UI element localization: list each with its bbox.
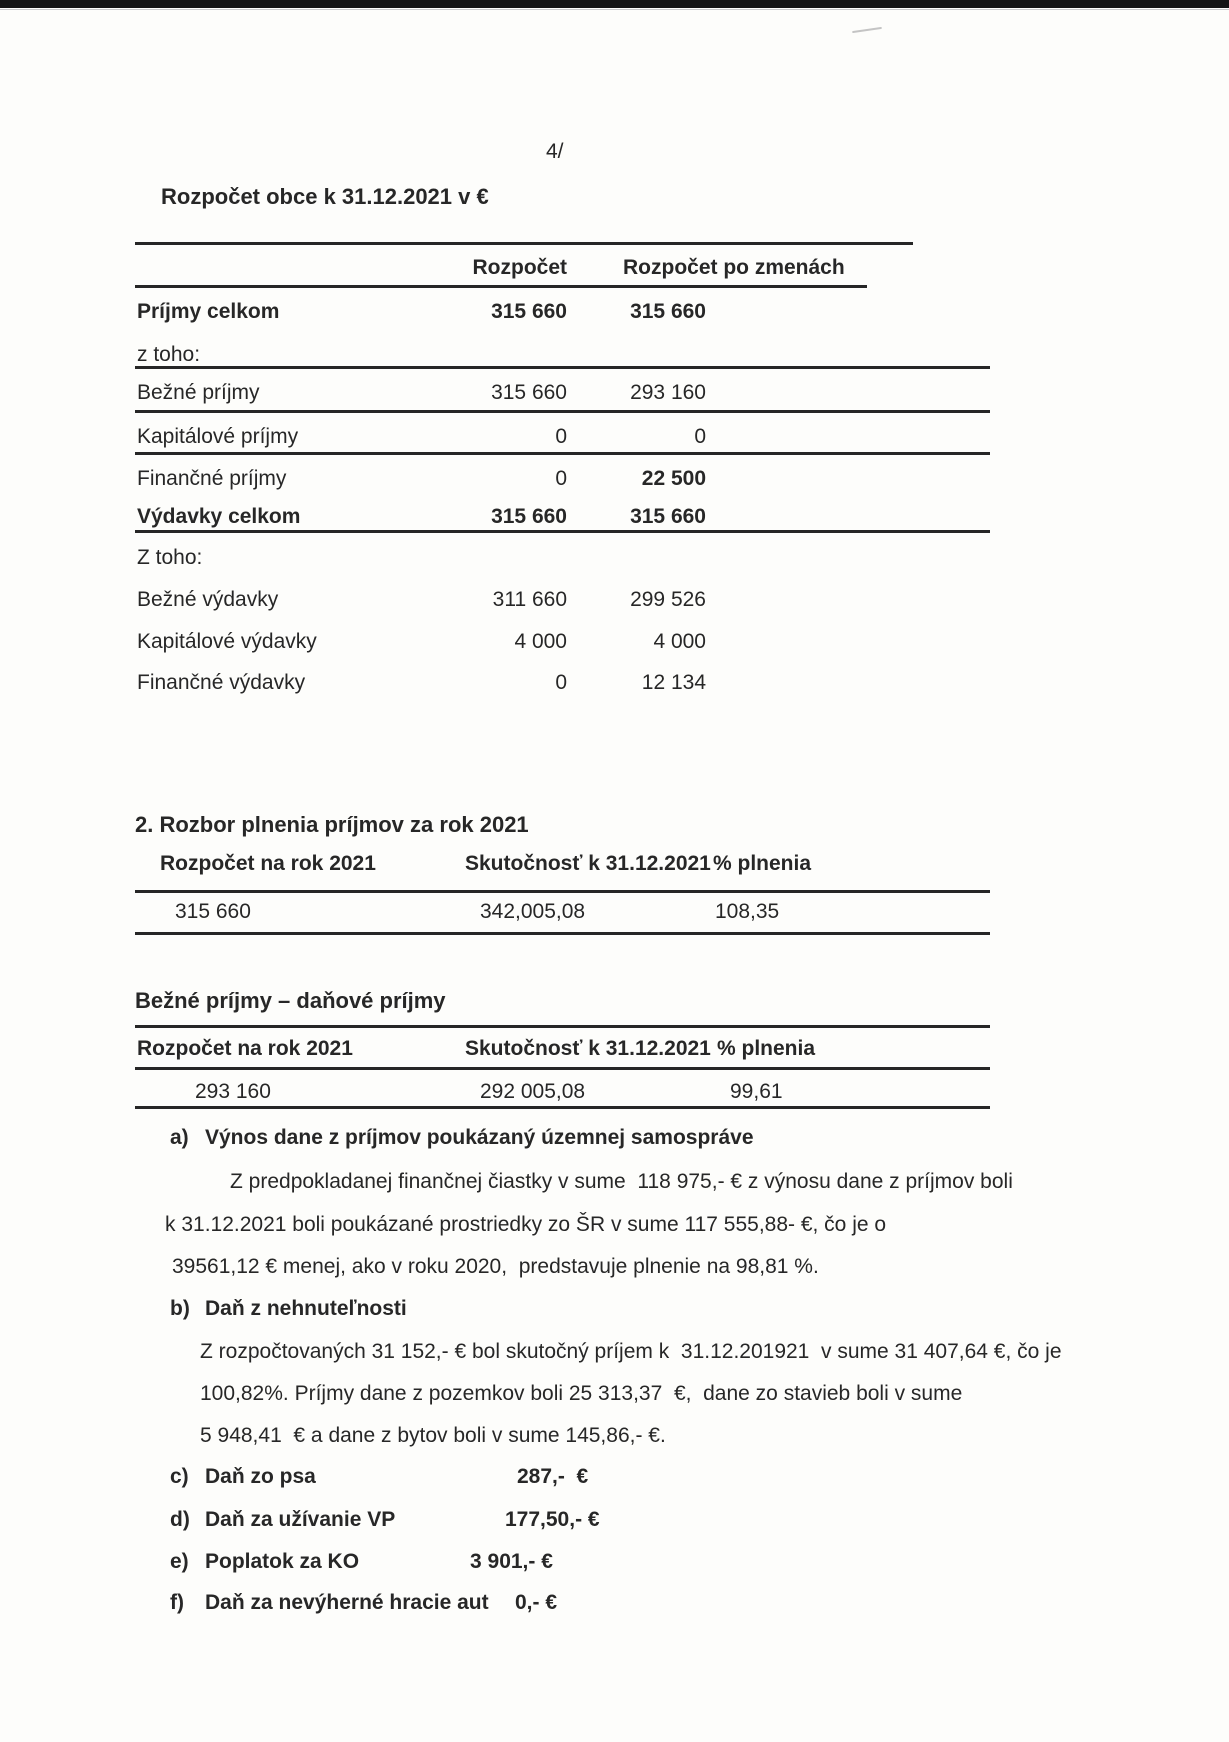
table-row <box>135 588 995 616</box>
row-value-budget: 315 660 <box>491 300 567 323</box>
row-value-budget: 315 660 <box>491 381 567 404</box>
cell-budget: 293 160 <box>195 1080 271 1103</box>
item-text-line: 100,82%. Príjmy dane z pozemkov boli 25 313,37 €, dane zo stavieb boli v sume <box>200 1382 963 1405</box>
section-heading: 2. Rozbor plnenia príjmov za rok 2021 <box>135 812 529 837</box>
cell-actual: 342,005,08 <box>480 900 586 923</box>
column-header: Skutočnosť k 31.12.2021 <box>465 1037 711 1060</box>
table-row <box>135 546 995 574</box>
row-value-budget: 0 <box>555 671 567 694</box>
column-header: Skutočnosť k 31.12.2021 <box>465 852 711 875</box>
table-row <box>135 467 995 495</box>
column-header: % plnenia <box>717 1037 816 1060</box>
table-rule <box>135 410 990 413</box>
subsection-heading: Bežné príjmy – daňové príjmy <box>135 988 446 1013</box>
table-rule <box>135 932 990 935</box>
row-label: Finančné príjmy <box>137 467 287 490</box>
table-row <box>135 671 995 699</box>
item-text-line: 39561,12 € menej, ako v roku 2020, predstavuje plnenie na 98,81 %. <box>172 1255 819 1278</box>
cell-percent: 108,35 <box>715 900 780 923</box>
scan-smudge-artifact <box>852 27 882 33</box>
row-value-amended: 315 660 <box>630 300 706 323</box>
item-letter: e) <box>170 1550 189 1573</box>
income-summary-table <box>135 852 995 942</box>
row-value-budget: 311 660 <box>492 588 567 611</box>
table-rule <box>135 452 990 455</box>
row-label: Kapitálové výdavky <box>137 630 317 653</box>
item-text-line: k 31.12.2021 boli poukázané prostriedky zo ŠR v sume 117 555,88- €, čo je o <box>165 1213 887 1236</box>
cell-budget: 315 660 <box>175 900 251 923</box>
item-letter: a) <box>170 1126 189 1149</box>
item-title: Daň zo psa <box>205 1465 316 1488</box>
row-label: Kapitálové príjmy <box>137 425 299 448</box>
row-value-budget: 315 660 <box>491 505 567 528</box>
table-header-row <box>135 256 995 284</box>
table-rule <box>135 366 990 369</box>
table-rule <box>135 285 867 288</box>
item-value: 0,- € <box>515 1591 558 1614</box>
item-letter: c) <box>170 1465 189 1488</box>
row-label: Bežné príjmy <box>137 381 260 404</box>
row-label: Finančné výdavky <box>137 671 306 694</box>
tax-income-table <box>135 1025 995 1115</box>
column-header: Rozpočet na rok 2021 <box>137 1037 353 1060</box>
scan-edge-line <box>0 9 1229 10</box>
row-label: z toho: <box>137 343 201 366</box>
row-value-budget: 0 <box>555 425 567 448</box>
table-row <box>135 630 995 658</box>
row-label: Príjmy celkom <box>137 300 280 323</box>
item-title: Výnos dane z príjmov poukázaný územnej samospráve <box>205 1126 754 1149</box>
table-row <box>135 505 995 533</box>
table-rule <box>135 242 913 245</box>
table-rule <box>135 890 990 893</box>
item-text-line: 5 948,41 € a dane z bytov boli v sume 145,86,- €. <box>200 1424 666 1447</box>
table-row <box>135 425 995 453</box>
item-letter: d) <box>170 1508 190 1531</box>
table-rule <box>135 1025 990 1028</box>
page-number: 4/ <box>546 140 564 163</box>
item-title: Daň z nehnuteľnosti <box>205 1297 407 1320</box>
item-letter: b) <box>170 1297 190 1320</box>
row-label: Bežné výdavky <box>137 588 279 611</box>
cell-actual: 292 005,08 <box>480 1080 586 1103</box>
table-row <box>135 381 995 409</box>
item-text-line: Z rozpočtovaných 31 152,- € bol skutočný príjem k 31.12.201921 v sume 31 407,64 €, čo je <box>200 1340 1062 1363</box>
row-value-amended: 0 <box>694 425 706 448</box>
item-title: Daň za užívanie VP <box>205 1508 396 1531</box>
row-label: Výdavky celkom <box>137 505 301 528</box>
row-value-budget: 4 000 <box>514 630 567 653</box>
row-value-budget: 0 <box>555 467 567 490</box>
table-rule <box>135 530 990 533</box>
item-title: Poplatok za KO <box>205 1550 360 1573</box>
cell-percent: 99,61 <box>730 1080 783 1103</box>
budget-table <box>135 240 995 710</box>
item-value: 287,- € <box>517 1465 589 1488</box>
item-title: Daň za nevýherné hracie aut <box>205 1591 489 1614</box>
row-value-amended: 22 500 <box>641 467 706 490</box>
item-value: 3 901,- € <box>470 1550 553 1573</box>
table-rule <box>135 1106 990 1109</box>
row-value-amended: 12 134 <box>641 671 706 694</box>
scan-edge-bar <box>0 0 1229 8</box>
column-header: Rozpočet na rok 2021 <box>160 852 376 875</box>
item-text-line: Z predpokladanej finančnej čiastky v sume 118 975,- € z výnosu dane z príjmov boli <box>230 1170 1013 1193</box>
row-value-amended: 4 000 <box>653 630 706 653</box>
column-header-rozpocet-po-zmenach: Rozpočet po zmenách <box>623 256 845 279</box>
column-header: % plnenia <box>713 852 812 875</box>
item-value: 177,50,- € <box>505 1508 600 1531</box>
row-value-amended: 315 660 <box>630 505 706 528</box>
document-title: Rozpočet obce k 31.12.2021 v € <box>161 184 489 209</box>
table-row <box>135 300 995 328</box>
item-letter: f) <box>170 1591 184 1614</box>
table-rule <box>135 1067 990 1070</box>
row-value-amended: 299 526 <box>630 588 706 611</box>
row-label: Z toho: <box>137 546 203 569</box>
row-value-amended: 293 160 <box>630 381 706 404</box>
column-header-rozpocet: Rozpočet <box>472 256 567 279</box>
